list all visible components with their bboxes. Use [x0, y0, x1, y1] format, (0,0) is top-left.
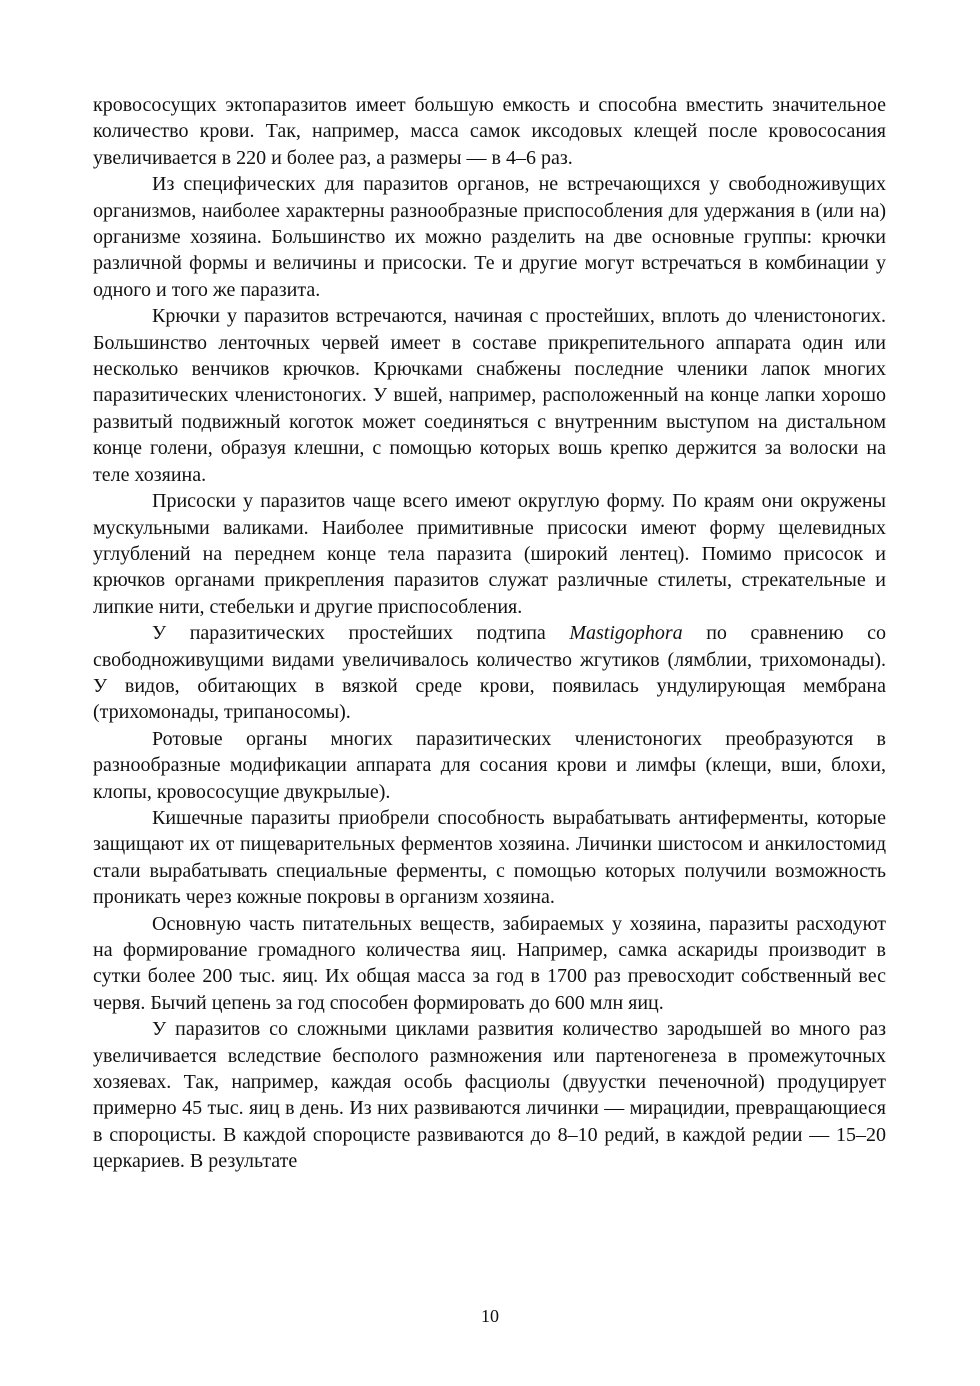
paragraph-suckers: Присоски у паразитов чаще всего имеют округлую форму. По краям они окружены мускульными валиками. Наиболее примитивные присоски имеют форму щелевидных углублений на переднем конце тела паразита (широкий лентец). Помимо присосок и крючков органами прикрепления паразитов служат различные стилеты, стрекательные и липкие нити, стебельки и другие приспособления. [93, 490, 886, 618]
paragraph-hooks: Крючки у паразитов встречаются, начиная с простейших, вплоть до членистоногих. Большинство ленточных червей имеет в составе прикрепительного аппарата один или несколько венчиков крючков. Крючками снабжены последние членики лапок многих паразитических членистоногих. У вшей, например, расположенный на конце лапки хорошо развитый подвижный коготок может соединяться с внутренним выступом на дистальном конце голени, образуя клешни, с помощью которых вошь крепко держится за волоски на теле хозяина. [93, 305, 886, 486]
paragraph-complex-cycles: У паразитов со сложными циклами развития количество зародышей во много раз увеличивается вследствие бесполого размножения или партеногенеза в промежуточных хозяевах. Так, например, каждая особь фасциолы (двуустки печеночной) продуцирует примерно 45 тыс. яиц в день. Из них развиваются личинки — мирацидии, превращающиеся в спороцисты. В каждой спороцисте развиваются до 8–10 редий, в каждой редии — 15–20 церкариев. В результате [93, 1018, 886, 1173]
mastigophora-text-before: У паразитических простейших подтипа [152, 622, 570, 645]
mastigophora-italic-term: Mastigophora [569, 622, 683, 645]
paragraph-intestinal-parasites: Кишечные паразиты приобрели способность вырабатывать антиферменты, которые защищают их от пищеварительных ферментов хозяина. Личинки шистосом и анкилостомид стали вырабатывать специальные ферменты, с помощью которых получили возможность проникать через кожные покровы в организм хозяина. [93, 806, 886, 909]
paragraph-mastigophora [93, 620, 886, 726]
paragraph-egg-production: Основную часть питательных веществ, забираемых у хозяина, паразиты расходуют на формирование громадного количества яиц. Например, самка аскариды производит в сутки более 200 тыс. яиц. Их общая масса за год в 1700 раз превосходит собственный вес червя. Бычий цепень за год способен формировать до 600 млн яиц. [93, 912, 886, 1014]
page-number: 10 [481, 1306, 499, 1326]
paragraph-mouthparts: Ротовые органы многих паразитических членистоногих преобразуются в разнообразные модификации аппарата для сосания крови и лимфы (клещи, вши, блохи, клопы, кровососущие двукрылые). [93, 727, 886, 803]
mastigophora-text-after: по сравнению со свободноживущими видами увеличивалось количество жгутиков (лямблии, трихомонады). У видов, обитающих в вязкой среде крови, появилась ундулирующая мембрана (трихомонады, трипаносомы). [93, 622, 886, 724]
paragraph-attachment-organs: Из специфических для паразитов органов, не встречающихся у свободноживущих организмов, наиболее характерны разнообразные приспособления для удержания в (или на) организме хозяина. Большинство их можно разделить на две основные группы: крючки различной формы и величины и присоски. Те и другие могут встречаться в комбинации у одного и того же паразита. [93, 173, 886, 301]
paragraph-continuation: кровососущих эктопаразитов имеет большую емкость и способна вместить значительное количество крови. Так, например, масса самок иксодовых клещей после кровососания увеличивается в 220 и более раз, а размеры — в 4–6 раз. [93, 94, 886, 169]
page-body [93, 92, 886, 1175]
